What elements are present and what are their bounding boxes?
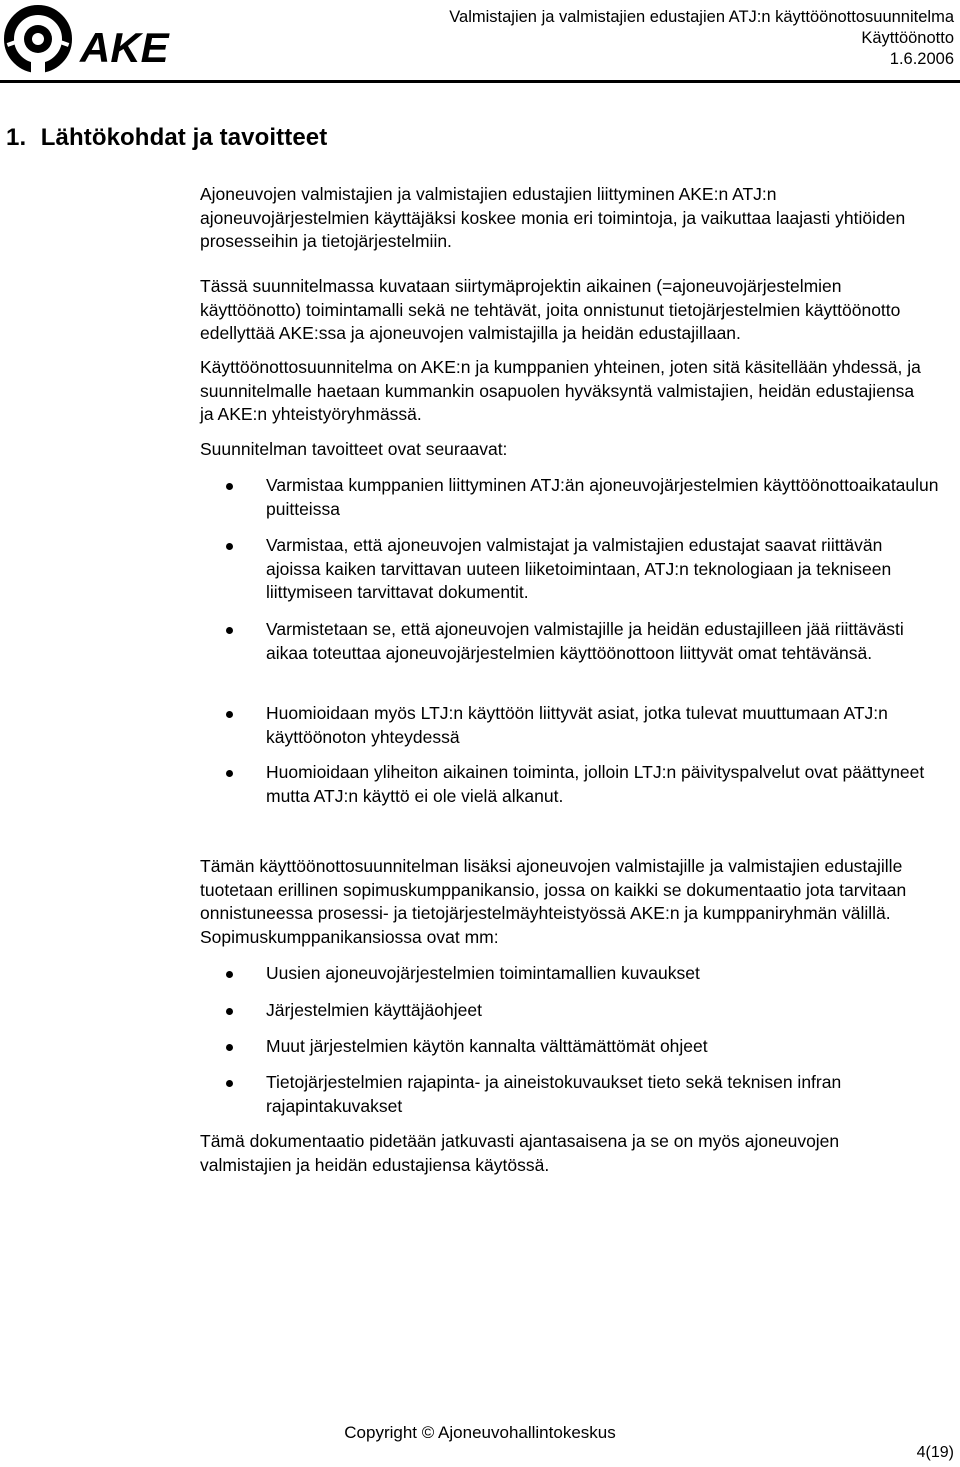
section-title: Lähtökohdat ja tavoitteet bbox=[40, 124, 328, 151]
section-number: 1. bbox=[6, 124, 27, 151]
svg-text:AKE: AKE bbox=[80, 24, 169, 71]
list-item: Varmistaa, että ajoneuvojen valmistajat ja valmistajien edustajat saavat riittävän ajoissa kaiken tarvittavan uuteen liiketoimintaan, ATJ:n teknologiaan ja tekniseen liittymiseen tarvittavat dokumentit. bbox=[200, 534, 940, 605]
list-item: Muut järjestelmien käytön kannalta välttämättömät ohjeet bbox=[200, 1035, 708, 1059]
folder-intro-paragraph: Tämän käyttöönottosuunnitelman lisäksi ajoneuvojen valmistajille ja valmistajien edustajille tuotetaan erillinen sopimuskumppanikansio, jossa on kaikki se dokumentaatio jota tarvitaan onnistuneessa prosessi- ja tietojärjestelmäyhteistyössä AKE:n ja kumppaniryhmän välillä. Sopimuskumppanikansiossa ovat mm: bbox=[200, 856, 907, 947]
list-item: Järjestelmien käyttäjäohjeet bbox=[200, 999, 482, 1023]
section-name: Käyttöönotto bbox=[861, 29, 954, 47]
intro-paragraph: Ajoneuvojen valmistajien ja valmistajien edustajien liittyminen AKE:n ATJ:n ajoneuvojärjestelmien käyttäjäksi koskee monia eri toimintoja, ja vaikuttaa laajasti yhtiöiden prosesseihin ja tietojärjestelmiin. bbox=[200, 184, 906, 251]
document-date: 1.6.2006 bbox=[889, 50, 954, 68]
section-heading bbox=[6, 124, 327, 152]
bullet-icon bbox=[226, 711, 233, 718]
bullet-icon bbox=[226, 627, 233, 634]
header-divider bbox=[0, 80, 960, 83]
list-item: Tietojärjestelmien rajapinta- ja aineistokuvaukset tieto sekä teknisen infran rajapintakuvakset bbox=[200, 1071, 940, 1118]
list-item: Uusien ajoneuvojärjestelmien toimintamallien kuvaukset bbox=[200, 962, 700, 986]
bullet-icon bbox=[226, 543, 233, 550]
bullet-icon bbox=[226, 1080, 233, 1087]
document-title: Valmistajien ja valmistajien edustajien ATJ:n käyttöönottosuunnitelma bbox=[449, 8, 954, 26]
header-info bbox=[449, 7, 954, 70]
page-header bbox=[0, 0, 960, 82]
goals-intro: Suunnitelman tavoitteet ovat seuraavat: bbox=[200, 439, 508, 459]
ake-logo bbox=[4, 4, 214, 74]
ake-speedometer-logo-icon bbox=[4, 4, 214, 74]
list-item: Varmistetaan se, että ajoneuvojen valmistajille ja heidän edustajilleen jää riittävästi aikaa toteuttaa ajoneuvojärjestelmien käyttöönottoon liittyvät omat tehtävänsä. bbox=[200, 618, 940, 665]
list-item: Huomioidaan yliheiton aikainen toiminta, jolloin LTJ:n päivityspalvelut ovat päättyneet mutta ATJ:n käyttö ei ole vielä alkanut. bbox=[200, 761, 940, 808]
bullet-icon bbox=[226, 1044, 233, 1051]
bullet-icon bbox=[226, 770, 233, 777]
page-number: 4(19) bbox=[916, 1444, 954, 1461]
bullet-icon bbox=[226, 971, 233, 978]
footer-copyright: Copyright © Ajoneuvohallintokeskus bbox=[344, 1423, 616, 1442]
bullet-icon bbox=[226, 1008, 233, 1015]
joint-plan-paragraph: Käyttöönottosuunnitelma on AKE:n ja kumppanien yhteinen, joten sitä käsitellään yhdessä, ja suunnitelmalle haetaan kummankin osapuolen hyväksyntä valmistajien, heidän edustajiensa ja AKE:n yhteistyöryhmässä. bbox=[200, 357, 921, 424]
list-item: Huomioidaan myös LTJ:n käyttöön liittyvät asiat, jotka tulevat muuttumaan ATJ:n käyttöönoton yhteydessä bbox=[200, 702, 940, 749]
closing-paragraph: Tämä dokumentaatio pidetään jatkuvasti ajantasaisena ja se on myös ajoneuvojen valmistajien ja heidän edustajiensa käytössä. bbox=[200, 1131, 840, 1175]
list-item: Varmistaa kumppanien liittyminen ATJ:än ajoneuvojärjestelmien käyttöönottoaikataulun puitteissa bbox=[200, 474, 940, 521]
bullet-icon bbox=[226, 483, 233, 490]
description-paragraph: Tässä suunnitelmassa kuvataan siirtymäprojektin aikainen (=ajoneuvojärjestelmien käyttöönotto) toimintamalli sekä ne tehtävät, joita onnistunut tietojärjestelmien käyttöönotto edellyttää AKE:ssa ja ajoneuvojen valmistajilla ja heidän edustajillaan. bbox=[200, 276, 901, 343]
